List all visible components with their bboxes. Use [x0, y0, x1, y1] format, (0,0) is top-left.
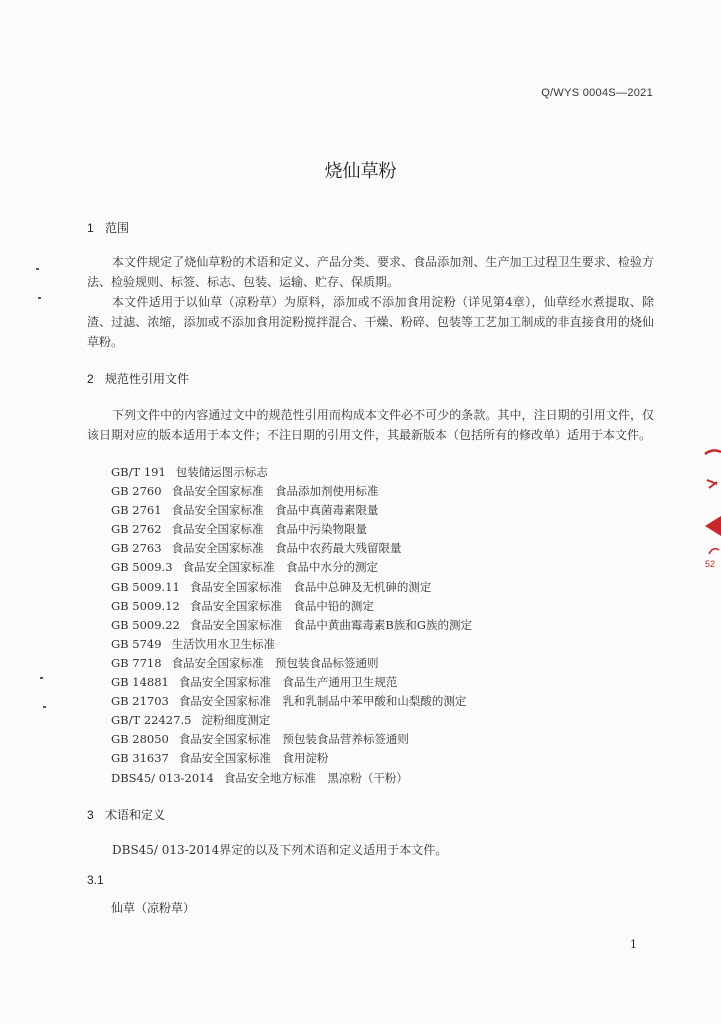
reference-code: DBS45/ 013-2014: [111, 770, 214, 785]
scan-speck: [36, 268, 39, 270]
reference-item: [111, 597, 472, 616]
reference-code: GB 5009.3: [111, 560, 173, 575]
scan-speck: [43, 706, 46, 708]
reference-code: GB 5009.12: [111, 598, 180, 613]
scan-speck: [38, 297, 41, 299]
reference-code: GB 21703: [111, 694, 169, 709]
section-3-heading: [87, 806, 165, 823]
section-2-heading: [87, 370, 189, 387]
reference-item: [111, 654, 472, 673]
reference-title: 食品安全国家标准 食用淀粉: [178, 751, 329, 766]
reference-code: GB 5009.11: [111, 579, 180, 594]
reference-code: GB 2762: [111, 522, 162, 537]
reference-title: 食品安全国家标准 食品中污染物限量: [171, 522, 368, 537]
reference-code: GB 2761: [111, 503, 162, 518]
scope-paragraph-2: 本文件适用于以仙草（凉粉草）为原料，添加或不添加食用淀粉（详见第4章），仙草经水煮提取、除渣、过滤、浓缩，添加或不添加食用淀粉搅拌混合、干燥、粉碎、包装等工艺加工制成的非直接食用的烧仙草粉。: [87, 295, 654, 349]
references-list: [111, 463, 472, 788]
reference-title: 包装储运图示标志: [175, 465, 268, 479]
reference-title: 食品安全国家标准 食品添加剂使用标准: [171, 484, 379, 499]
reference-item: [111, 520, 472, 539]
term-name: 仙草（凉粉草）: [111, 901, 196, 915]
reference-item: [111, 769, 472, 788]
red-seal-fragment: [699, 440, 721, 570]
reference-item: [111, 616, 472, 635]
section-3-title: 术语和定义: [105, 808, 166, 822]
reference-title: 食品安全地方标准 黑凉粉（干粉）: [223, 770, 408, 785]
reference-item: [111, 730, 472, 749]
reference-item: [111, 463, 472, 482]
section-2-title: 规范性引用文件: [105, 372, 190, 386]
reference-title: 淀粉细度测定: [201, 713, 271, 728]
section-1-heading: [87, 219, 129, 236]
reference-item: [111, 749, 472, 768]
section-1-title: 范围: [105, 221, 130, 235]
reference-item: [111, 578, 472, 597]
reference-code: GB/T 191: [111, 465, 166, 479]
reference-title: 食品安全国家标准 乳和乳制品中苯甲酸和山梨酸的测定: [178, 694, 467, 709]
reference-code: GB 5749: [111, 636, 162, 651]
reference-code: GB 5009.22: [111, 617, 180, 632]
reference-title: 食品安全国家标准 预包装食品标签通则: [171, 655, 379, 670]
reference-item: [111, 482, 472, 501]
document-code: Q/WYS 0004S—2021: [541, 87, 653, 99]
page-number: 1: [630, 938, 637, 951]
subsection-number: 3.1: [87, 873, 104, 887]
reference-item: [111, 558, 472, 577]
reference-title: 食品安全国家标准 食品中水分的测定: [182, 560, 379, 575]
reference-title: 食品安全国家标准 食品中总砷及无机砷的测定: [189, 579, 432, 594]
reference-title: 食品安全国家标准 食品中铅的测定: [189, 598, 374, 613]
reference-code: GB 2763: [111, 541, 162, 556]
reference-code: GB 31637: [111, 751, 169, 766]
reference-title: 生活饮用水卫生标准: [171, 636, 276, 651]
scope-paragraph-1: 本文件规定了烧仙草粉的术语和定义、产品分类、要求、食品添加剂、生产加工过程卫生要求、检验方法、检验规则、标签、标志、包装、运输、贮存、保质期。: [87, 255, 654, 289]
reference-code: GB 14881: [111, 675, 169, 690]
normative-references-intro: 下列文件中的内容通过文中的规范性引用而构成本文件必不可少的条款。其中，注日期的引用文件，仅该日期对应的版本适用于本文件；不注日期的引用文件，其最新版本（包括所有的修改单）适用于本文件。: [87, 408, 654, 442]
reference-code: GB 2760: [111, 484, 162, 499]
reference-code: GB 7718: [111, 655, 162, 670]
reference-item: [111, 692, 472, 711]
terms-intro: DBS45/ 013-2014界定的以及下列术语和定义适用于本文件。: [112, 843, 448, 857]
section-2-number: 2: [87, 372, 94, 386]
reference-item: [111, 501, 472, 520]
reference-title: 食品安全国家标准 食品中农药最大残留限量: [171, 541, 402, 556]
document-title: 烧仙草粉: [324, 161, 397, 181]
seal-number: 52: [705, 559, 716, 569]
scan-speck: [40, 677, 43, 679]
section-1-number: 1: [87, 221, 94, 235]
reference-item: [111, 539, 472, 558]
reference-code: GB/T 22427.5: [111, 713, 192, 728]
reference-item: [111, 711, 472, 730]
reference-code: GB 28050: [111, 732, 169, 747]
reference-title: 食品安全国家标准 预包装食品营养标签通则: [178, 732, 409, 747]
reference-item: [111, 635, 472, 654]
reference-title: 食品安全国家标准 食品中真菌毒素限量: [171, 503, 379, 518]
reference-title: 食品安全国家标准 食品生产通用卫生规范: [178, 675, 398, 690]
section-3-number: 3: [87, 808, 94, 822]
reference-item: [111, 673, 472, 692]
reference-title: 食品安全国家标准 食品中黄曲霉毒素B族和G族的测定: [189, 617, 472, 632]
